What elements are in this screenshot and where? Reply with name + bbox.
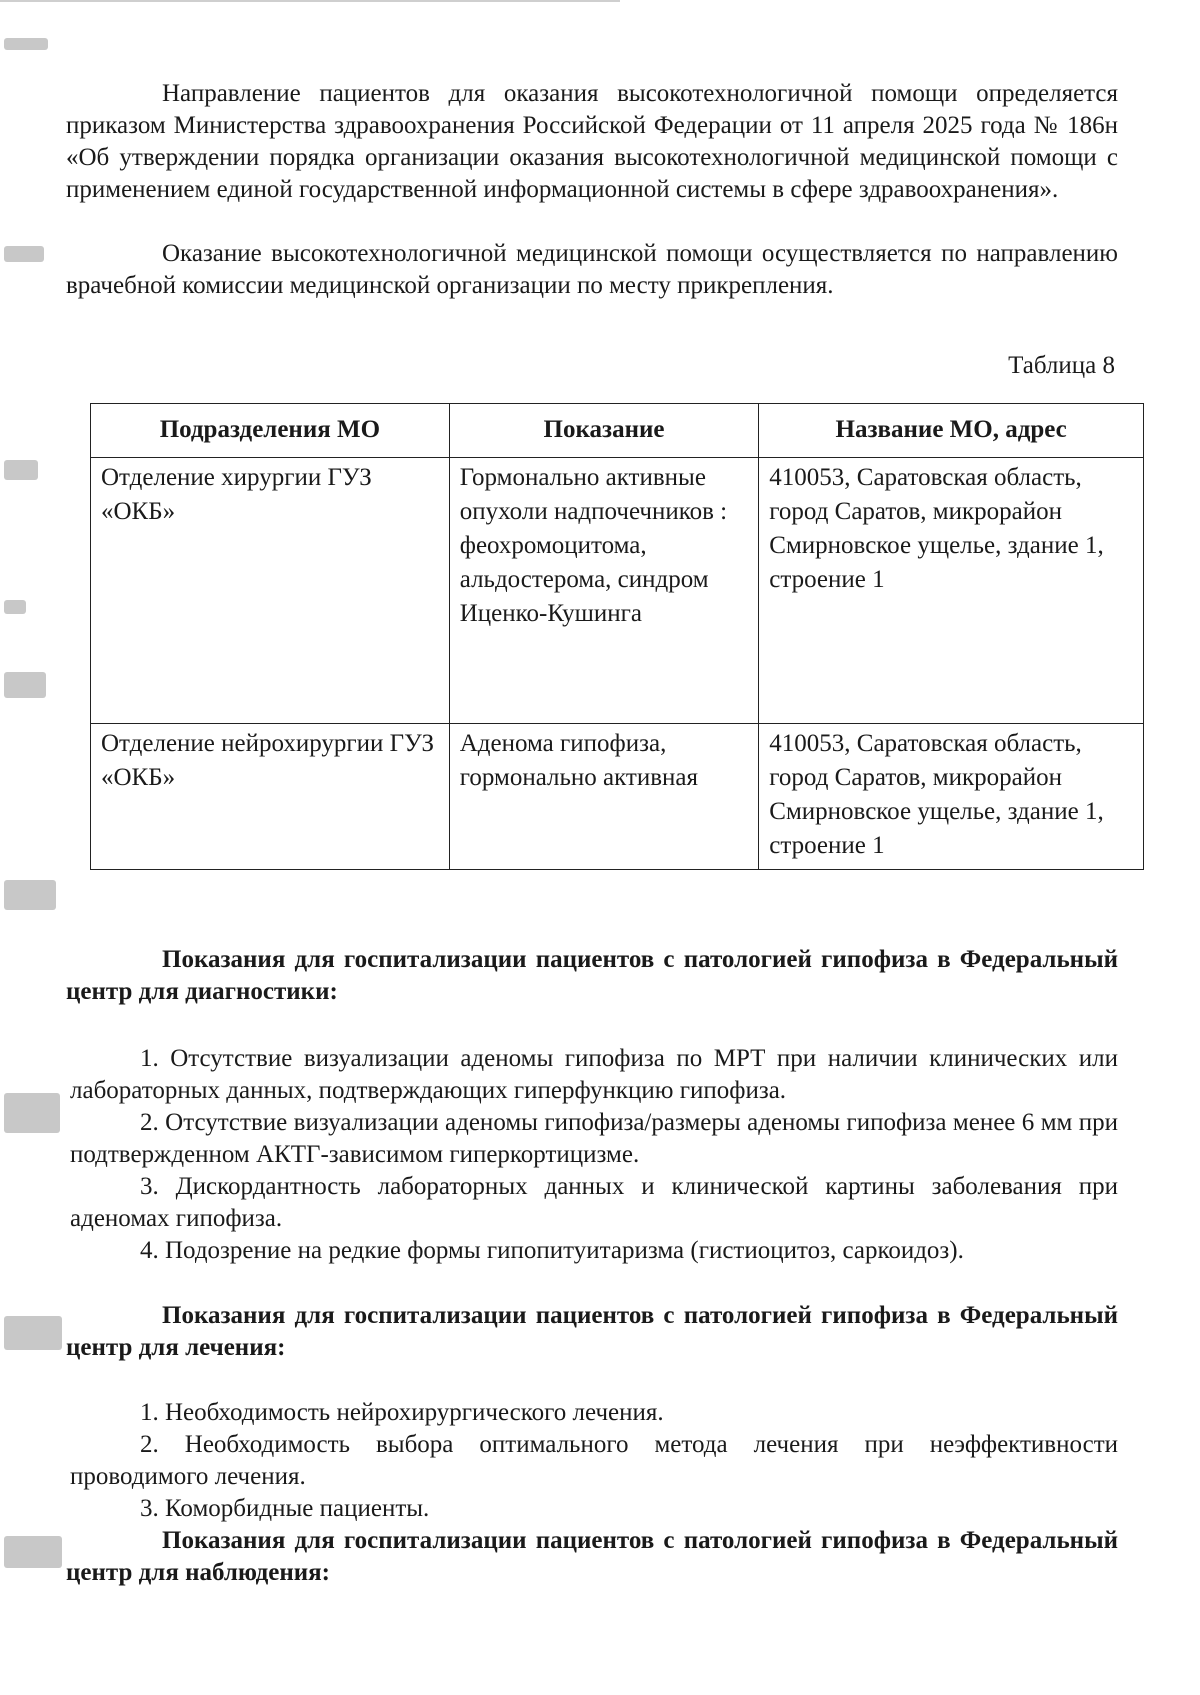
scan-artifact	[4, 1093, 60, 1133]
section-heading-diagnostics: Показания для госпитализации пациентов с патологией гипофиза в Федеральный центр для диагностики:	[66, 946, 1118, 1005]
column-header: Название МО, адрес	[759, 404, 1144, 458]
scan-artifact	[4, 38, 48, 50]
cell-unit: Отделение хирургии ГУЗ «ОКБ»	[91, 458, 450, 724]
scan-artifact	[4, 1536, 62, 1568]
cell-indication: Гормонально активные опухоли надпочечников : феохромоцитома, альдостерома, синдром Иценко-Кушинга	[449, 458, 759, 724]
intro-paragraph-2: Оказание высокотехнологичной медицинской помощи осуществляется по направлению врачебной комиссии медицинской организации по месту прикрепления.	[66, 240, 1118, 299]
referral-table	[90, 403, 1144, 870]
table-caption: Таблица 8	[1008, 352, 1115, 379]
column-header: Показание	[449, 404, 759, 458]
scan-edge-line	[0, 0, 620, 2]
list-item: 2. Отсутствие визуализации аденомы гипофиза/размеры аденомы гипофиза менее 6 мм при подтвержденном АКТГ-зависимом гиперкортицизме.	[70, 1109, 1118, 1168]
table-header-row	[91, 404, 1144, 458]
list-item: 1. Отсутствие визуализации аденомы гипофиза по МРТ при наличии клинических или лабораторных данных, подтверждающих гиперфункцию гипофиза.	[70, 1045, 1118, 1104]
intro-paragraph-1: Направление пациентов для оказания высокотехнологичной помощи определяется приказом Министерства здравоохранения Российской Федерации от 11 апреля 2025 года № 186н «Об утверждении порядка организации оказания высокотехнологичной медицинской помощи с применением единой государственной информационной системы в сфере здравоохранения».	[66, 80, 1118, 203]
list-item: 3. Коморбидные пациенты.	[140, 1495, 430, 1522]
cell-indication: Аденома гипофиза, гормонально активная	[449, 724, 759, 870]
cell-unit: Отделение нейрохирургии ГУЗ «ОКБ»	[91, 724, 450, 870]
table-row	[91, 724, 1144, 870]
scan-artifact	[4, 600, 26, 614]
scan-artifact	[4, 880, 56, 910]
list-item: 3. Дискордантность лабораторных данных и клинической картины заболевания при аденомах гипофиза.	[70, 1173, 1118, 1232]
cell-address: 410053, Саратовская область, город Саратов, микрорайон Смирновское ущелье, здание 1, строение 1	[759, 724, 1144, 870]
scan-artifact	[4, 672, 46, 698]
cell-address: 410053, Саратовская область, город Саратов, микрорайон Смирновское ущелье, здание 1, строение 1	[759, 458, 1144, 724]
scan-artifact	[4, 1316, 62, 1350]
list-item: 4. Подозрение на редкие формы гипопитуитаризма (гистиоцитоз, саркоидоз).	[140, 1237, 964, 1264]
section-heading-treatment: Показания для госпитализации пациентов с патологией гипофиза в Федеральный центр для лечения:	[66, 1302, 1118, 1361]
list-item: 2. Необходимость выбора оптимального метода лечения при неэффективности проводимого лечения.	[70, 1431, 1118, 1490]
section-heading-observation: Показания для госпитализации пациентов с патологией гипофиза в Федеральный центр для наблюдения:	[66, 1527, 1118, 1586]
column-header: Подразделения МО	[91, 404, 450, 458]
table-row	[91, 458, 1144, 724]
scan-artifact	[4, 460, 38, 480]
list-item: 1. Необходимость нейрохирургического лечения.	[140, 1399, 664, 1426]
scan-artifact	[4, 246, 44, 262]
